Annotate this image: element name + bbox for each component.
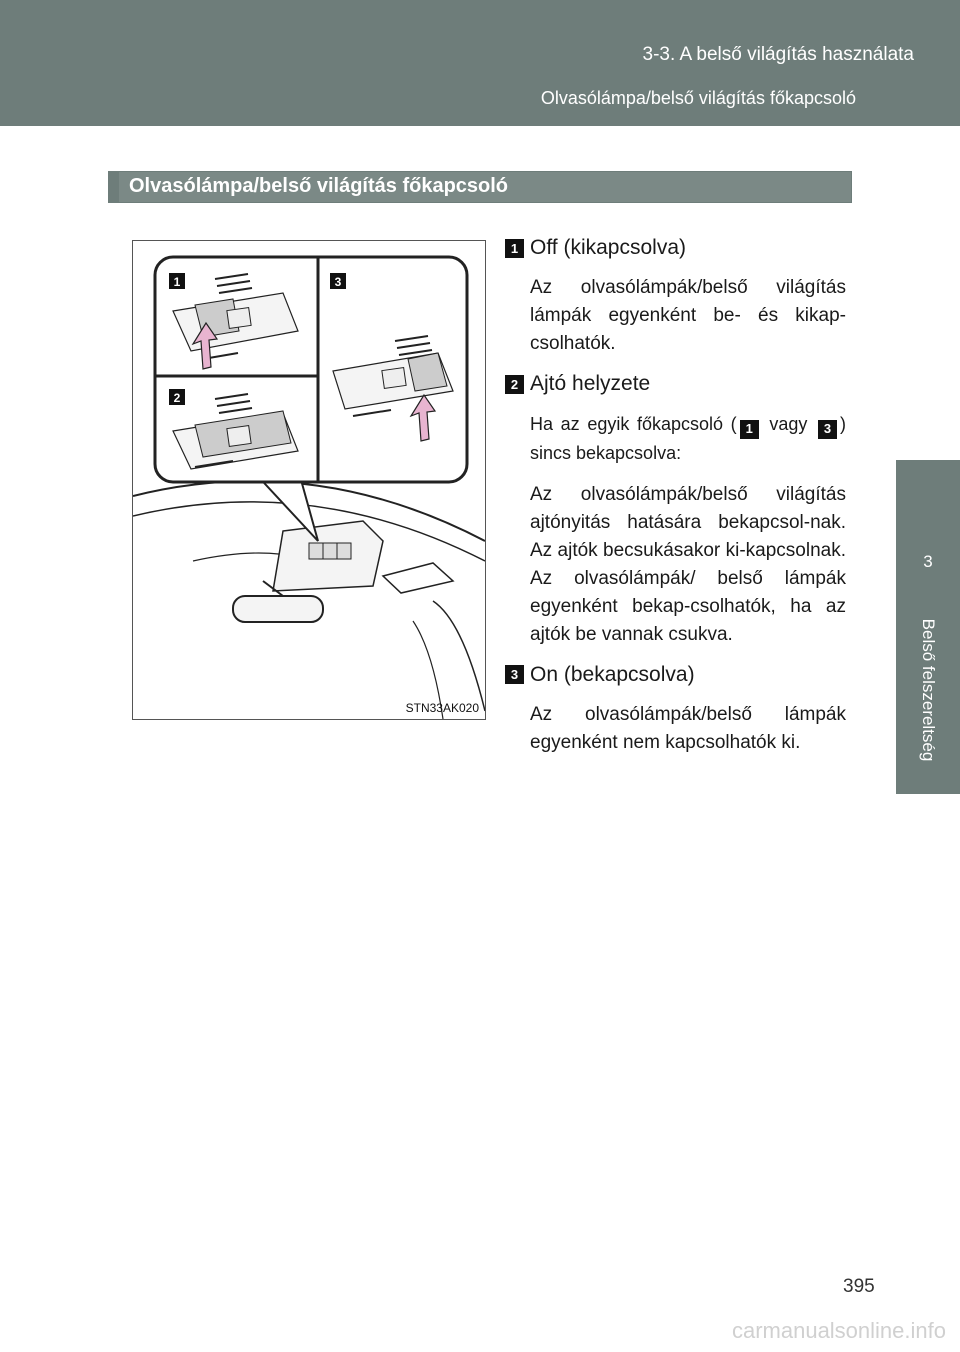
side-tab-number: 3 — [923, 552, 933, 571]
door-text-mid: vagy — [761, 414, 816, 434]
callout-label-2: 2 — [173, 391, 181, 405]
item-off-heading — [505, 236, 846, 260]
item-on-text: Az olvasólámpák/belső lámpák egyenként nem kapcsolhatók ki. — [530, 703, 846, 753]
section-heading-text: Olvasólámpa/belső világítás főkapcsoló — [129, 175, 509, 197]
description-column — [505, 236, 846, 771]
inline-badge-1: 1 — [740, 420, 759, 439]
watermark: carmanualsonline.info — [731, 1318, 946, 1343]
callout-label-1: 1 — [173, 275, 181, 289]
item-off-text: Az olvasólámpák/belső világítás lámpák egyenként be- és kikap-csolhatók. — [530, 277, 846, 354]
item-door-title: Ajtó helyzete — [530, 372, 651, 395]
door-text-post: ) sincs bekapcsolva: — [530, 414, 847, 463]
chapter-title: 3-3. A belső világítás használata — [642, 44, 914, 65]
door-text-pre: Ha az egyik főkapcsoló ( — [530, 414, 737, 434]
item-badge-1: 1 — [505, 239, 524, 258]
item-badge-3: 3 — [505, 665, 524, 684]
side-tab-label: Belső felszereltség — [919, 618, 938, 762]
subsection-title: Olvasólámpa/belső világítás főkapcsoló — [540, 88, 856, 108]
item-door-text-1 — [505, 410, 846, 467]
figure-code: STN33AK020 — [405, 701, 479, 715]
inline-badge-3: 3 — [818, 420, 837, 439]
switch-illustration — [132, 240, 486, 720]
item-on-title: On (bekapcsolva) — [530, 662, 695, 686]
item-badge-2: 2 — [505, 375, 524, 394]
section-heading-accent — [109, 172, 119, 202]
item-door-text-2: Az olvasólámpák/belső világítás ajtónyitás hatására bekapcsol-nak. Az ajtók becsukásakor ki-kapcsolnak. Az olvasólámpák/ belső lámpák egyenként bekap-csolhatók, ha az ajtók be vannak csukva. — [530, 483, 846, 645]
callout-label-3: 3 — [334, 275, 342, 289]
page-number: 395 — [843, 1276, 875, 1297]
item-door-heading — [505, 372, 846, 396]
item-off-title: Off (kikapcsolva) — [530, 236, 686, 259]
illustration-svg — [133, 241, 485, 719]
item-on-heading — [505, 663, 846, 687]
section-heading — [108, 171, 852, 203]
